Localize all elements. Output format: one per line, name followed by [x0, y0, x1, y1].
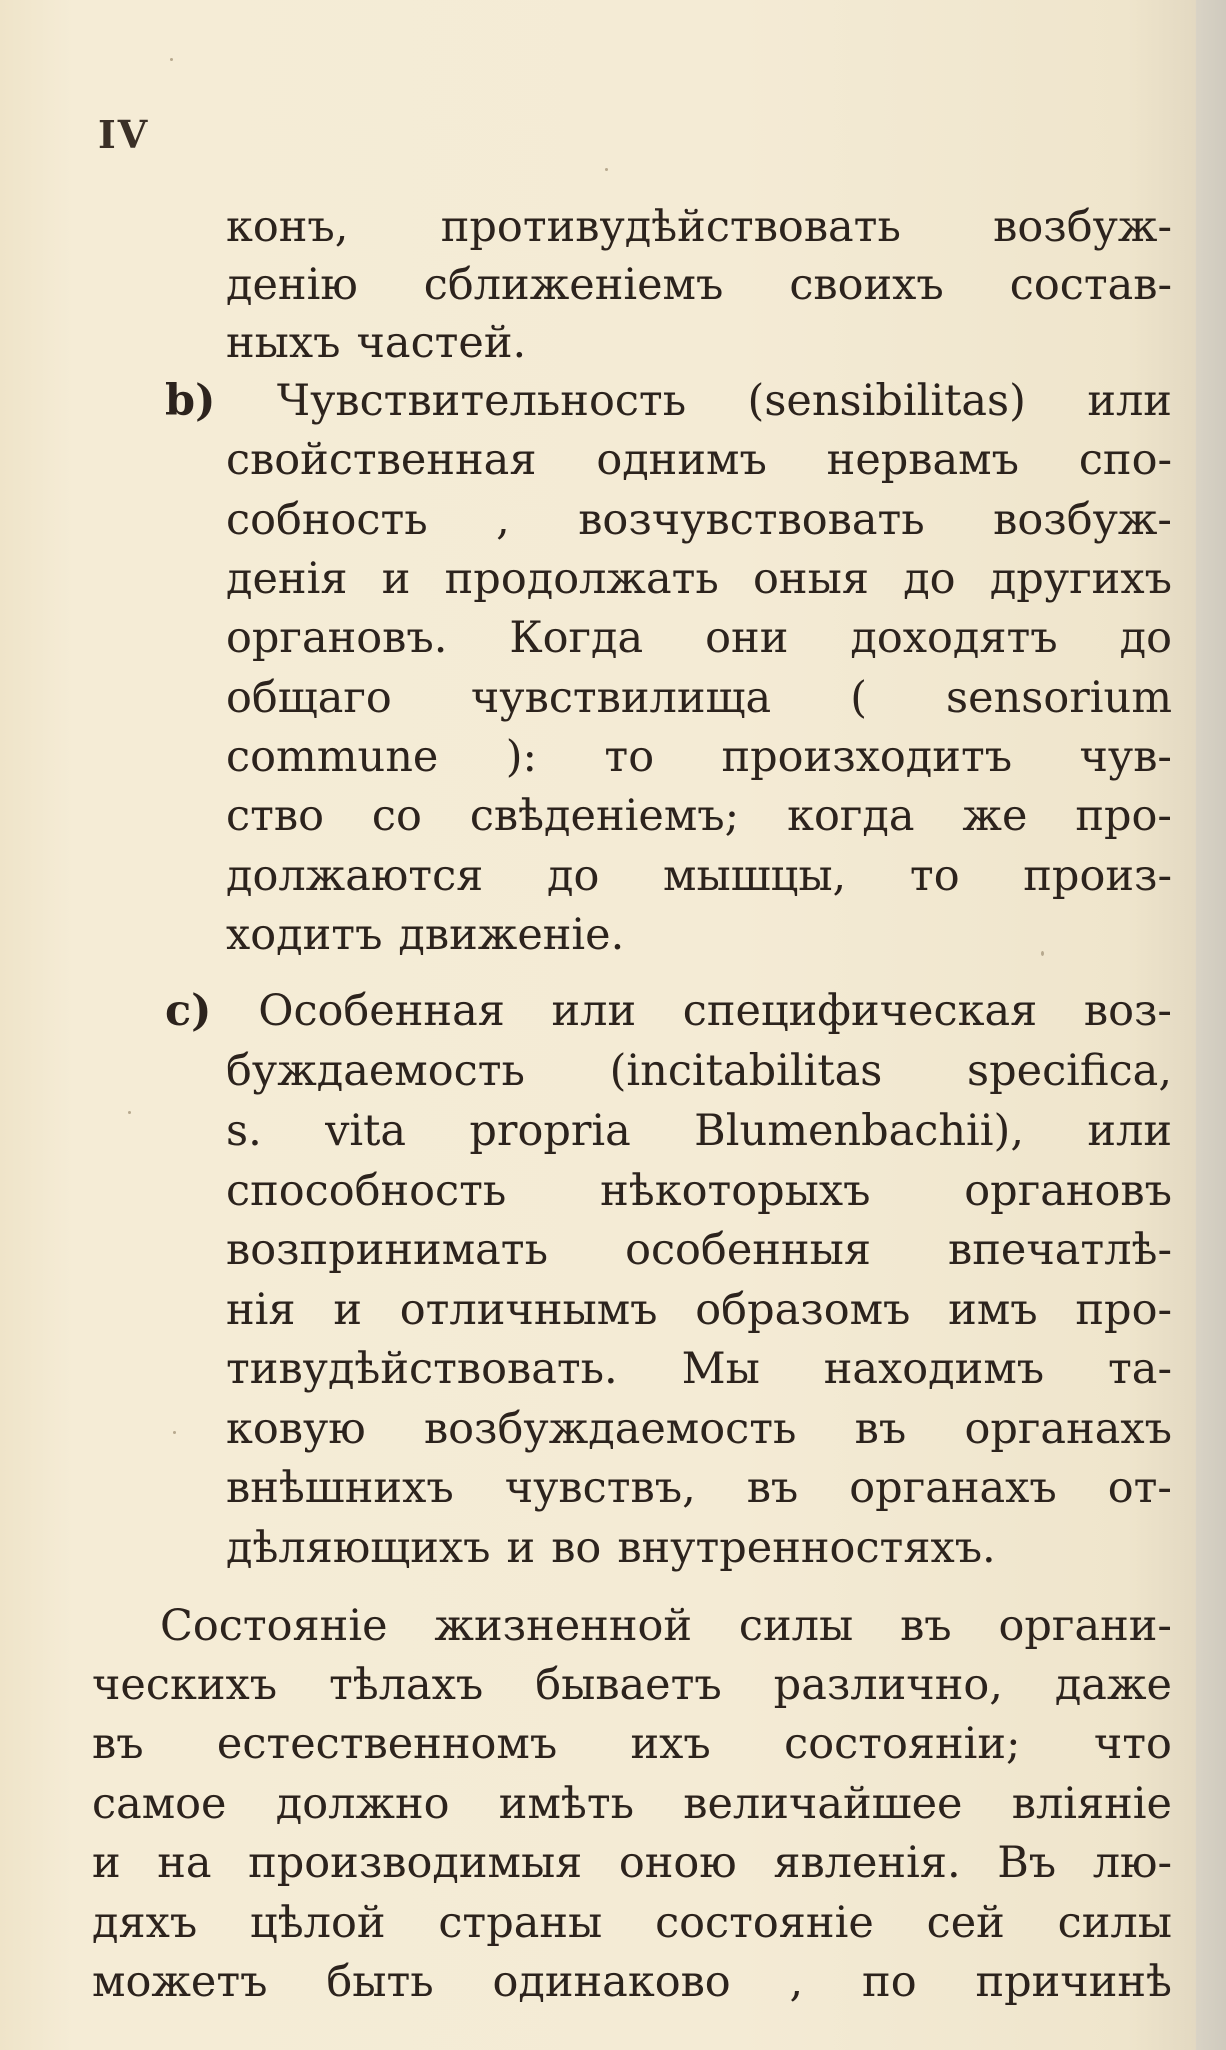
- word: чувствъ,: [504, 1463, 696, 1513]
- word: состояніе: [655, 1898, 874, 1948]
- word: доходятъ: [850, 613, 1058, 663]
- text-line: [226, 1518, 1172, 1578]
- word: органахъ: [849, 1463, 1057, 1513]
- word: должно: [275, 1779, 450, 1829]
- word: воз-: [1083, 986, 1172, 1036]
- word: самое: [92, 1779, 227, 1829]
- word: ходитъ: [226, 910, 383, 960]
- word: жизненной: [434, 1601, 693, 1651]
- word: спо-: [1078, 435, 1172, 485]
- word: Blumenbachii),: [694, 1106, 1025, 1156]
- word: до: [546, 851, 600, 901]
- word: впечатлѣ-: [948, 1225, 1172, 1275]
- word: Чувствительность: [276, 376, 687, 426]
- word: (incitabilitas: [609, 1046, 883, 1096]
- word: и: [506, 1523, 536, 1573]
- paper-speck: [173, 1431, 176, 1434]
- text-line: [226, 905, 1172, 965]
- word: возбуж-: [993, 202, 1172, 252]
- word: про-: [1075, 791, 1172, 841]
- word: дѣляющихъ: [226, 1523, 491, 1573]
- word: ихъ: [630, 1719, 711, 1769]
- word: быть: [326, 1957, 434, 2007]
- text-line: [226, 786, 1172, 846]
- page-number: IV: [98, 112, 150, 157]
- text-line: [226, 1101, 1172, 1161]
- word: своихъ: [789, 260, 944, 310]
- word: дяхъ: [92, 1898, 198, 1948]
- word: одинаково: [492, 1957, 731, 2007]
- word: нія: [226, 1285, 296, 1335]
- text-line: [165, 981, 1172, 1041]
- word: оною: [618, 1838, 737, 1888]
- word: движеніе.: [398, 910, 625, 960]
- text-line: [226, 608, 1172, 668]
- word: то: [909, 851, 960, 901]
- word: состав-: [1009, 260, 1172, 310]
- word: ):: [505, 732, 538, 782]
- word: ческихъ: [92, 1660, 278, 1710]
- word: тивудѣйствовать.: [226, 1344, 618, 1394]
- word: и: [92, 1838, 121, 1888]
- word: естественномъ: [216, 1719, 558, 1769]
- word: органовъ.: [226, 613, 448, 663]
- word: явленія.: [773, 1838, 961, 1888]
- word: буждаемость: [226, 1046, 525, 1096]
- text-line: [226, 255, 1172, 315]
- text-line: [226, 846, 1172, 906]
- text-line: [226, 490, 1172, 550]
- text-line: [92, 1893, 1172, 1953]
- list-marker: b): [165, 376, 216, 426]
- word: Состояніе: [160, 1601, 388, 1651]
- word: (sensibilitas): [747, 376, 1026, 426]
- word: тѣлахъ: [329, 1660, 484, 1710]
- word: различно,: [773, 1660, 1003, 1710]
- word: въ: [92, 1719, 144, 1769]
- word: денію: [226, 260, 358, 310]
- word: однимъ: [596, 435, 767, 485]
- text-line: [92, 1655, 1172, 1715]
- text-line: [226, 1458, 1172, 1518]
- word: страны: [438, 1898, 603, 1948]
- word: или: [551, 986, 637, 1036]
- text-line: [92, 1952, 1172, 2012]
- word: то: [604, 732, 655, 782]
- word: собность: [226, 495, 428, 545]
- list-marker: c): [165, 986, 212, 1036]
- word: до: [1119, 613, 1172, 663]
- paper-speck: [1041, 951, 1044, 956]
- word: произходитъ: [721, 732, 1013, 782]
- word: во: [551, 1523, 602, 1573]
- word: чувствилища: [470, 673, 772, 723]
- word: они: [705, 613, 789, 663]
- word: нервамъ: [826, 435, 1019, 485]
- word: въ: [746, 1463, 799, 1513]
- word: отличнымъ: [399, 1285, 658, 1335]
- word: ,: [789, 1957, 804, 2007]
- paper-speck: [170, 58, 173, 61]
- word: другихъ: [989, 554, 1172, 604]
- word: причинѣ: [975, 1957, 1172, 2007]
- word: сближеніемъ: [423, 260, 724, 310]
- text-line: [226, 1280, 1172, 1340]
- word: ковую: [226, 1404, 366, 1454]
- text-line: [226, 1220, 1172, 1280]
- word: свѣденіемъ;: [469, 791, 740, 841]
- word: и: [381, 554, 411, 604]
- word: бываетъ: [535, 1660, 722, 1710]
- word: propria: [469, 1106, 631, 1156]
- word: образомъ: [695, 1285, 911, 1335]
- word: Мы: [681, 1344, 760, 1394]
- text-line: [165, 371, 1172, 431]
- word: про-: [1075, 1285, 1172, 1335]
- word: цѣлой: [250, 1898, 386, 1948]
- word: противудѣйствовать: [440, 202, 901, 252]
- text-line: [226, 1161, 1172, 1221]
- word: sensorium: [946, 673, 1172, 723]
- word: Особенная: [258, 986, 505, 1036]
- word: от-: [1107, 1463, 1172, 1513]
- word: до: [903, 554, 956, 604]
- word: нѣкоторыхъ: [600, 1166, 871, 1216]
- word: specifica,: [967, 1046, 1172, 1096]
- word: commune: [226, 732, 439, 782]
- word: лю-: [1092, 1838, 1172, 1888]
- text-line: [160, 1596, 1172, 1656]
- word: мышцы,: [663, 851, 847, 901]
- page-edge: [1196, 0, 1226, 2050]
- word: внѣшнихъ: [226, 1463, 454, 1513]
- word: въ: [900, 1601, 952, 1651]
- word: и: [333, 1285, 362, 1335]
- word: находимъ: [823, 1344, 1045, 1394]
- paper-speck: [605, 168, 608, 171]
- word: сей: [926, 1898, 1005, 1948]
- text-line: [226, 727, 1172, 787]
- text-line: [226, 1339, 1172, 1399]
- word: даже: [1054, 1660, 1172, 1710]
- word: или: [1087, 376, 1172, 426]
- word: возпринимать: [226, 1225, 548, 1275]
- word: органахъ: [964, 1404, 1172, 1454]
- word: чув-: [1079, 732, 1172, 782]
- text-line: [226, 549, 1172, 609]
- word: можетъ: [92, 1957, 268, 2007]
- word: должаются: [226, 851, 484, 901]
- word: имъ: [948, 1285, 1038, 1335]
- word: общаго: [226, 673, 392, 723]
- word: имѣть: [498, 1779, 635, 1829]
- text-line: [92, 1833, 1172, 1893]
- word: ныхъ: [226, 318, 341, 368]
- word: или: [1087, 1106, 1172, 1156]
- word: Когда: [509, 613, 644, 663]
- text-line: [226, 430, 1172, 490]
- word: возбуждаемость: [423, 1404, 797, 1454]
- word: состояніи;: [784, 1719, 1021, 1769]
- text-line: [226, 668, 1172, 728]
- paper-speck: [128, 1111, 131, 1114]
- word: продолжать: [444, 554, 719, 604]
- word: s.: [226, 1106, 262, 1156]
- text-line: [226, 197, 1172, 257]
- text-line: [226, 1041, 1172, 1101]
- word: vita: [325, 1106, 407, 1156]
- word: величайшее: [683, 1779, 963, 1829]
- word: (: [850, 673, 867, 723]
- word: возчувствовать: [578, 495, 925, 545]
- word: оныя: [753, 554, 869, 604]
- word: производимыя: [248, 1838, 583, 1888]
- text-line: [92, 1714, 1172, 1774]
- word: по: [862, 1957, 917, 2007]
- word: конъ,: [226, 202, 349, 252]
- word: же: [962, 791, 1028, 841]
- word: произ-: [1023, 851, 1172, 901]
- word: внутренностяхъ.: [617, 1523, 996, 1573]
- word: силы: [1057, 1898, 1172, 1948]
- word: на: [157, 1838, 212, 1888]
- word: органи-: [998, 1601, 1172, 1651]
- word: что: [1093, 1719, 1172, 1769]
- word: денія: [226, 554, 348, 604]
- word: въ: [854, 1404, 907, 1454]
- text-line: [226, 1399, 1172, 1459]
- word: ,: [496, 495, 510, 545]
- word: свойственная: [226, 435, 537, 485]
- word: когда: [787, 791, 915, 841]
- text-line: [92, 1774, 1172, 1834]
- word: органовъ: [964, 1166, 1172, 1216]
- word: вліяніе: [1011, 1779, 1172, 1829]
- text-line: [226, 313, 1172, 373]
- word: особенныя: [625, 1225, 871, 1275]
- word: со: [371, 791, 422, 841]
- word: та-: [1108, 1344, 1172, 1394]
- word: Въ: [997, 1838, 1057, 1888]
- word: ство: [226, 791, 324, 841]
- word: возбуж-: [993, 495, 1172, 545]
- word: частей.: [356, 318, 527, 368]
- word: силы: [738, 1601, 854, 1651]
- word: специфическая: [682, 986, 1038, 1036]
- word: способность: [226, 1166, 507, 1216]
